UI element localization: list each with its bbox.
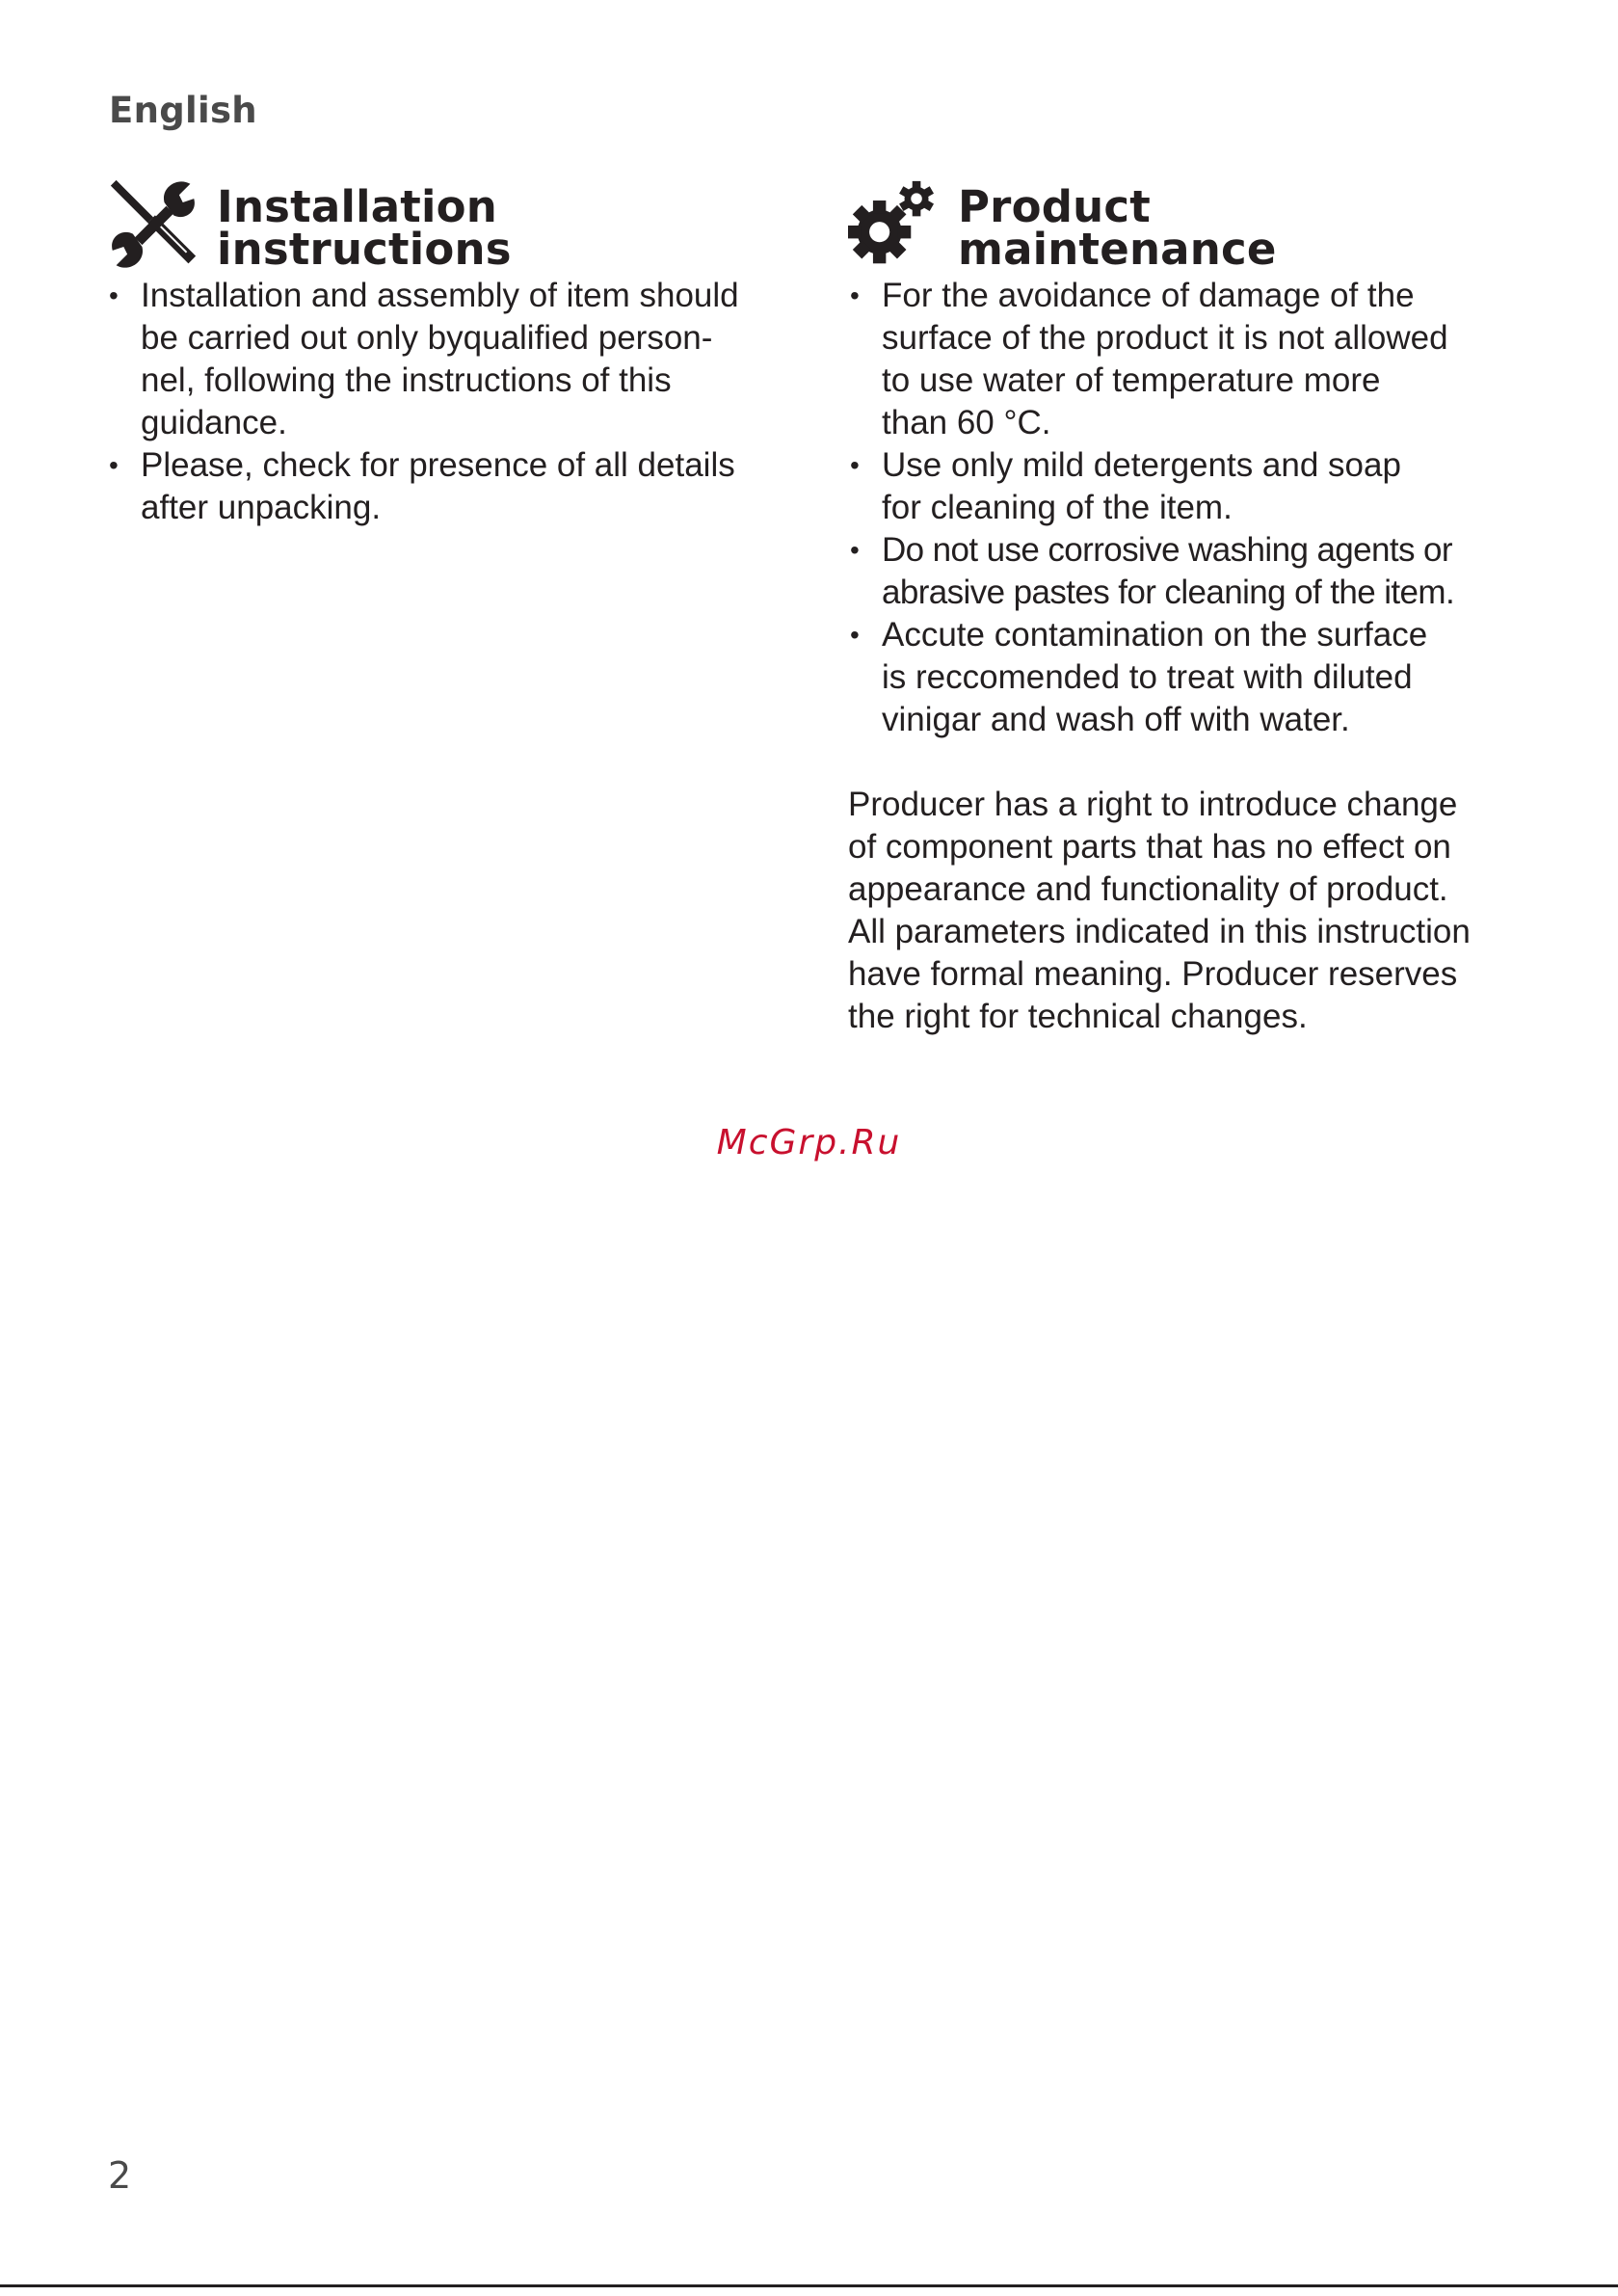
installation-title-line: Installation [217,181,497,232]
item-line: • Use only mild detergents and soap [882,446,1401,484]
installation-header [107,178,782,275]
item-line: • Installation and assembly of item should [141,277,739,314]
installation-item [107,444,782,529]
note-line: Producer has a right to introduce change [848,786,1458,823]
producer-note [848,784,1523,1038]
gears-icon [848,178,941,271]
maintenance-list [848,275,1523,741]
item-line: • Please, check for presence of all details [141,446,735,484]
note-line: appearance and functionality of product. [848,870,1448,908]
installation-title-line: instructions [217,224,512,275]
watermark-link[interactable]: McGrp.Ru [716,1123,902,1162]
item-line: than 60 °C. [882,404,1051,441]
maintenance-item [848,529,1523,614]
note-line: All parameters indicated in this instruction [848,913,1471,950]
maintenance-item [848,614,1523,741]
item-line: vinigar and wash off with water. [882,701,1350,738]
item-line: nel, following the instructions of this [141,361,672,399]
item-line: is reccomended to treat with diluted [882,658,1413,696]
item-line: • Do not use corrosive washing agents or [882,531,1452,569]
maintenance-header [848,178,1523,275]
item-line: abrasive pastes for cleaning of the item. [882,574,1455,611]
installation-section [107,178,782,529]
item-line: for cleaning of the item. [882,489,1233,526]
item-line: be carried out only byqualified person- [141,319,713,357]
maintenance-item [848,275,1523,444]
note-line: of component parts that has no effect on [848,828,1451,866]
installation-list [107,275,782,529]
maintenance-item [848,444,1523,529]
installation-title [217,181,512,275]
item-line: after unpacking. [141,489,382,526]
item-line: guidance. [141,404,287,441]
maintenance-title-line: maintenance [958,224,1277,275]
maintenance-title-line: Product [958,181,1151,232]
bottom-divider [0,2284,1618,2287]
item-line: surface of the product it is not allowed [882,319,1448,357]
item-line: • Accute contamination on the surface [882,616,1428,654]
page-number: 2 [108,2154,132,2197]
note-line: have formal meaning. Producer reserves [848,955,1458,993]
item-line: to use water of temperature more [882,361,1381,399]
note-line: the right for technical changes. [848,998,1308,1035]
maintenance-title [958,181,1277,275]
item-line: • For the avoidance of damage of the [882,277,1415,314]
installation-item [107,275,782,444]
maintenance-section [848,178,1523,1038]
tools-icon [107,178,199,271]
language-label: English [109,90,257,131]
